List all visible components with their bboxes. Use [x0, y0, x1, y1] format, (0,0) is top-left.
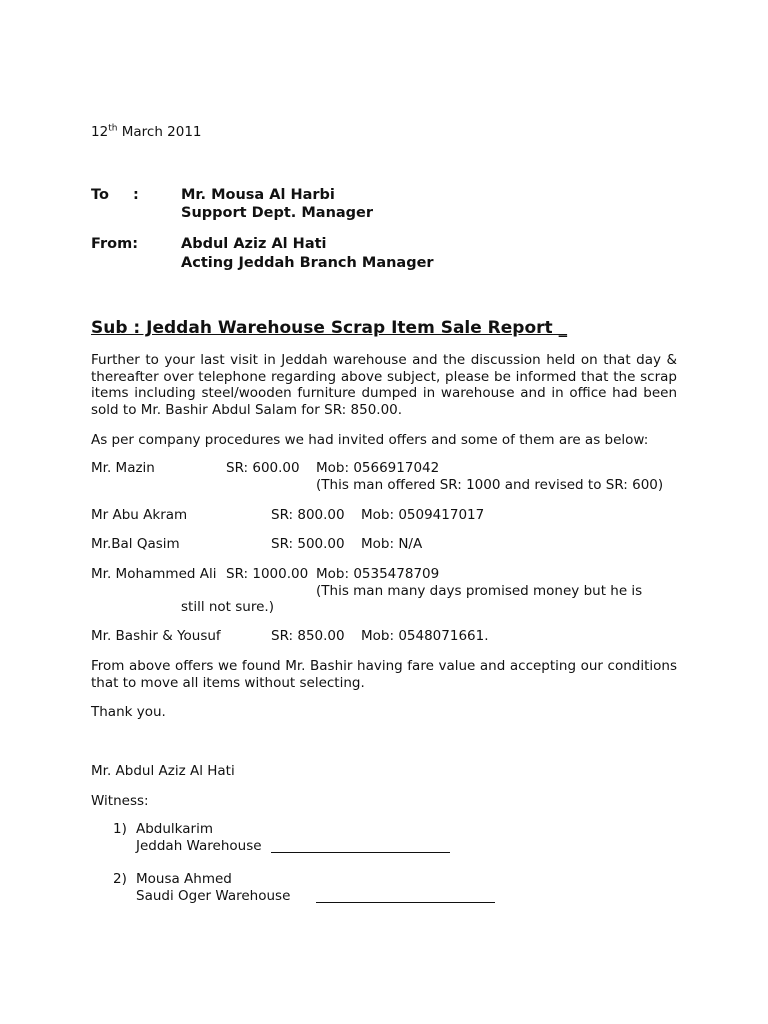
body-paragraph-2: As per company procedures we had invited offers and some of them are as below:	[91, 432, 649, 448]
offer-amount: SR: 1000.00	[226, 566, 309, 582]
witness-name: Mousa Ahmed	[136, 871, 232, 887]
witness-number: 1)	[113, 821, 127, 837]
sender-title: Acting Jeddah Branch Manager	[181, 255, 434, 271]
witness-signature-line	[271, 852, 450, 853]
witness-location: Saudi Oger Warehouse	[136, 888, 291, 904]
letter-date: 12th March 2011	[91, 123, 202, 140]
offer-note: (This man many days promised money but he is	[316, 583, 643, 599]
signature-name: Mr. Abdul Aziz Al Hati	[91, 763, 235, 779]
witness-signature-line	[316, 902, 495, 903]
to-colon: :	[133, 187, 139, 203]
offer-name: Mr. Mazin	[91, 460, 155, 476]
subject-line: Sub : Jeddah Warehouse Scrap Item Sale Report _	[91, 318, 568, 338]
witness-label: Witness:	[91, 793, 149, 809]
offer-name: Mr Abu Akram	[91, 507, 188, 523]
witness-number: 2)	[113, 871, 127, 887]
witness-location: Jeddah Warehouse	[136, 838, 262, 854]
offer-note-continued: still not sure.)	[181, 599, 274, 615]
offer-name: Mr. Bashir & Yousuf	[91, 628, 221, 644]
closing-thanks: Thank you.	[91, 704, 166, 720]
offer-name: Mr.Bal Qasim	[91, 536, 180, 552]
body-paragraph-3: From above offers we found Mr. Bashir having fare value and accepting our conditions that to move all items without selecting.	[91, 658, 677, 691]
offer-name: Mr. Mohammed Ali	[91, 566, 217, 582]
from-label: From:	[91, 236, 138, 252]
offer-mobile: Mob: 0548071661.	[361, 628, 489, 644]
body-paragraph-1: Further to your last visit in Jeddah warehouse and the discussion held on that day & thereafter over telephone regarding above subject, please be informed that the scrap items including steel/wooden furniture dumped in warehouse and in office had been sold to Mr. Bashir Abdul Salam for SR: 850.00.	[91, 352, 677, 418]
offer-amount: SR: 600.00	[226, 460, 300, 476]
witness-name: Abdulkarim	[136, 821, 213, 837]
sender-name: Abdul Aziz Al Hati	[181, 236, 327, 252]
offer-amount: SR: 850.00	[271, 628, 345, 644]
offer-mobile: Mob: 0566917042	[316, 460, 440, 476]
offer-mobile: Mob: 0509417017	[361, 507, 485, 523]
offer-mobile: Mob: N/A	[361, 536, 423, 552]
recipient-name: Mr. Mousa Al Harbi	[181, 187, 335, 203]
offer-amount: SR: 800.00	[271, 507, 345, 523]
to-label: To	[91, 187, 109, 203]
offer-mobile: Mob: 0535478709	[316, 566, 440, 582]
recipient-title: Support Dept. Manager	[181, 205, 374, 221]
offer-amount: SR: 500.00	[271, 536, 345, 552]
offer-note: (This man offered SR: 1000 and revised to SR: 600)	[316, 477, 664, 493]
